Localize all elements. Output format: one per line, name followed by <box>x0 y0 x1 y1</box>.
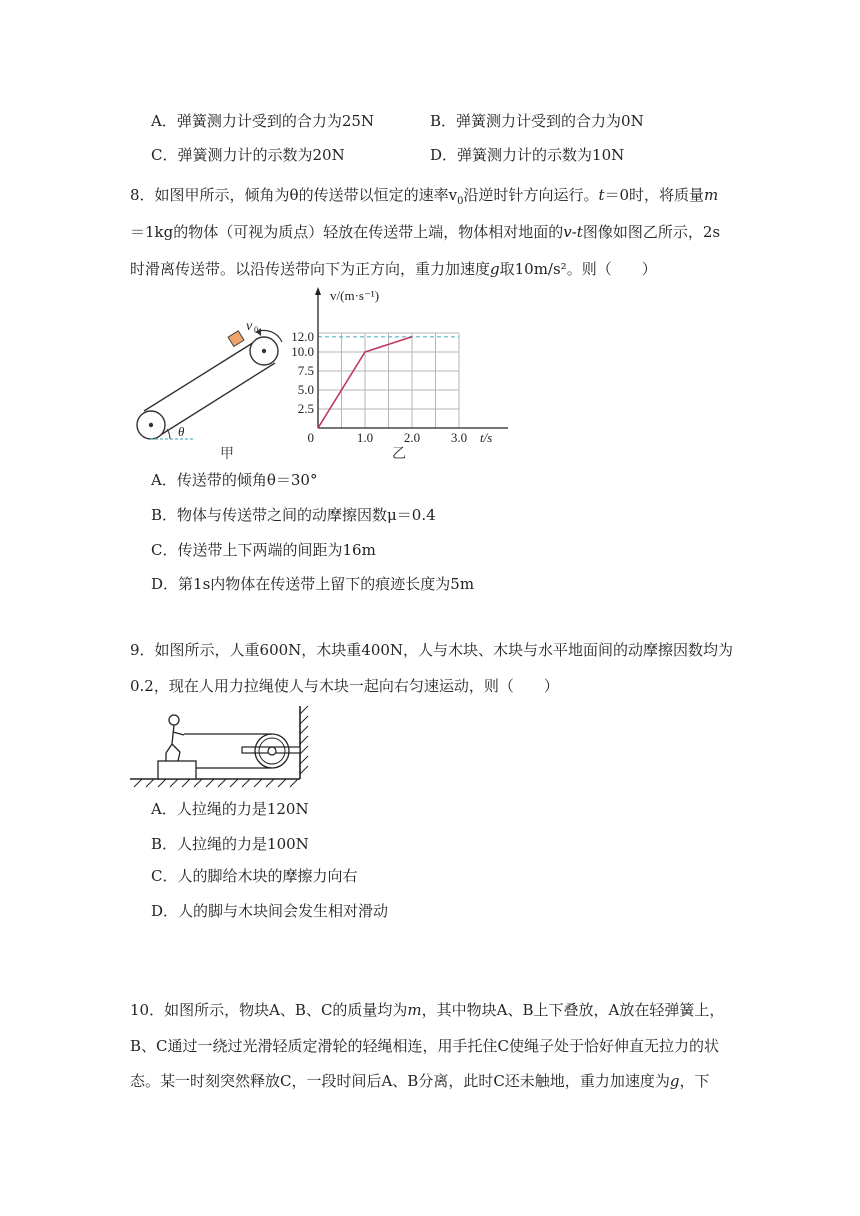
q8-option-d: D．第1s内物体在传送带上留下的痕迹长度为5m <box>151 575 475 593</box>
figure-jia-caption: 甲 <box>220 447 234 462</box>
chart-grid <box>318 333 459 428</box>
q9-option-d: D．人的脚与木块间会发生相对滑动 <box>151 902 389 920</box>
y-tick-label: 2.5 <box>297 401 314 416</box>
v0-subscript: 0 <box>254 325 259 335</box>
q8-stem-line-2: ＝1kg的物体（可视为质点）轻放在传送带上端，物体相对地面的v-t图像如图乙所示，2s <box>130 223 721 241</box>
x-axis-label: t/s <box>480 430 493 445</box>
person <box>166 715 184 761</box>
x-tick-label: 2.0 <box>403 430 421 445</box>
conveyor-belt-figure <box>130 308 290 466</box>
q10-stem-line-1: 10．如图所示，物块A、B、C的质量均为m，其中物块A、B上下叠放，A放在轻弹簧上， <box>130 1001 725 1019</box>
q7-option-b: B．弹簧测力计受到的合力为0N <box>430 112 644 130</box>
person-block-pulley-figure <box>128 700 310 796</box>
y-tick-label: 5.0 <box>297 382 314 397</box>
y-axis-arrow <box>315 287 321 295</box>
q8-stem-line-1: 8．如图甲所示，倾角为θ的传送带以恒定的速率$v_0$沿逆时针方向运行。t＝0时，将质量m <box>130 186 719 207</box>
theta-label: θ <box>178 424 185 439</box>
wall-hatching <box>300 706 308 774</box>
y-tick-label: 12.0 <box>291 328 314 344</box>
belt-lower-line <box>159 363 275 436</box>
q8-option-b: B．物体与传送带之间的动摩擦因数μ＝0.4 <box>151 506 436 524</box>
belt-upper-line <box>144 339 259 411</box>
q9-option-c: C．人的脚给木块的摩擦力向右 <box>151 867 358 885</box>
q8-option-a: A．传送带的倾角θ＝30° <box>151 471 318 489</box>
upper-pulley-axle <box>262 349 266 353</box>
pulley-axle <box>268 747 276 755</box>
q9-stem-line-2: 0.2，现在人用力拉绳使人与木块一起向右匀速运动，则（ ） <box>130 677 559 695</box>
block-on-belt <box>228 331 244 347</box>
q10-stem-line-3: 态。某一时刻突然释放C，一段时间后A、B分离，此时C还未触地，重力加速度为g，下 <box>130 1072 710 1090</box>
ground-hatching <box>134 779 298 787</box>
origin-label: 0 <box>307 430 314 445</box>
q8-stem-line-3: 时滑离传送带。以沿传送带向下为正方向，重力加速度g取10m/s²。则（ ） <box>130 260 657 278</box>
y-axis-label: v/(m·s⁻¹) <box>330 288 380 303</box>
q9-option-a: A．人拉绳的力是120N <box>151 800 309 818</box>
wooden-block <box>158 761 196 779</box>
x-tick-label: 3.0 <box>450 430 468 445</box>
y-tick-label: 10.0 <box>291 344 314 359</box>
q10-stem-line-2: B、C通过一绕过光滑轻质定滑轮的轻绳相连，用手托住C使绳子处于恰好伸直无拉力的状 <box>130 1037 719 1055</box>
y-tick-label: 7.5 <box>297 363 314 378</box>
figure-yi-caption: 乙 <box>392 447 406 462</box>
q7-option-c: C．弹簧测力计的示数为20N <box>151 146 345 164</box>
q9-stem-line-1: 9．如图所示，人重600N，木块重400N，人与木块、木块与水平地面间的动摩擦因数均为 <box>130 641 734 659</box>
q8-option-c: C．传送带上下两端的间距为16m <box>151 541 376 559</box>
q9-option-b: B．人拉绳的力是100N <box>151 835 309 853</box>
lower-pulley-axle <box>149 423 153 427</box>
v0-label: v <box>246 319 253 334</box>
q7-option-d: D．弹簧测力计的示数为10N <box>430 146 625 164</box>
x-tick-label: 1.0 <box>356 430 374 445</box>
q7-option-a: A．弹簧测力计受到的合力为25N <box>151 112 375 130</box>
vt-chart <box>290 282 520 467</box>
